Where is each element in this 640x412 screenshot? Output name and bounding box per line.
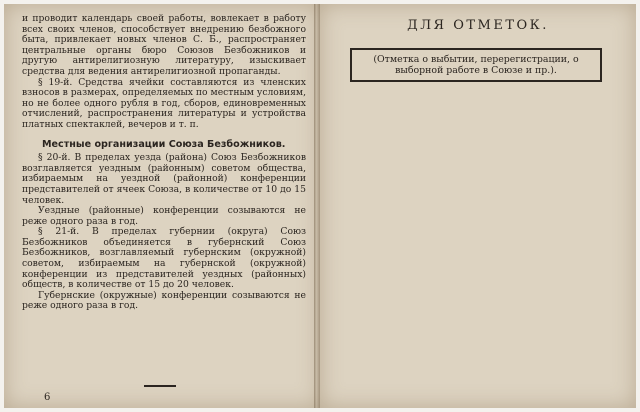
paragraph-continuation: и проводит календарь своей работы, вовлекает в работу всех своих членов, способствует внедрению безбожного быта, привлекает новых членов С. Б., распространяет центральные органы бюро Союзов Безбожников и другую антирелигиозную литературу, изыскивает средства для ведения антирелигиозной пропаганды. [22, 13, 306, 77]
notes-title: ДЛЯ ОТМЕТОК. [407, 18, 549, 33]
end-rule [144, 385, 176, 387]
paragraph-section-19: § 19-й. Средства ячейки составляются из членских взносов в размерах, определяемых по местным условиям, но не более одного рубля в год, сборов, единовременных отчислений, распространения литературы и устройства платных спектаклей, вечеров и т. п. [22, 76, 306, 130]
paragraph-section-20: § 20-й. В пределах уезда (района) Союз Безбожников возглавляется уездным (районным) советом общества, избираемым на уездной (районной) конференции представителей от ячеек Союза, в количестве от 10 до 15 человек. [22, 152, 306, 206]
right-page [320, 4, 636, 408]
notes-instruction-box [350, 48, 602, 82]
book-gutter [314, 4, 320, 408]
notes-instruction: (Отметка о выбытии, перерегистрации, о выборной работе в Союзе и пр.). [373, 54, 579, 76]
page-number: 6 [44, 392, 51, 403]
booklet-spread [4, 4, 636, 408]
paragraph-section-21: § 21-й. В пределах губернии (округа) Союз Безбожников объединяется в губернский Союз Безбожников, возглавляемый губернским (окружной) советом, избираемым на губернской (окружной) конференции из представителей уездных (районных) обществ, в количестве от 15 до 20 человек. [22, 226, 306, 291]
section-heading: Местные организации Союза Безбожников. [42, 138, 286, 150]
paragraph-district-conferences: Уездные (районные) конференции созываются не реже одного раза в год. [22, 205, 306, 227]
left-page-text [22, 14, 306, 312]
left-page [4, 4, 320, 408]
paragraph-provincial-conferences: Губернские (окружные) конференции созываются не реже одного раза в год. [22, 289, 306, 312]
